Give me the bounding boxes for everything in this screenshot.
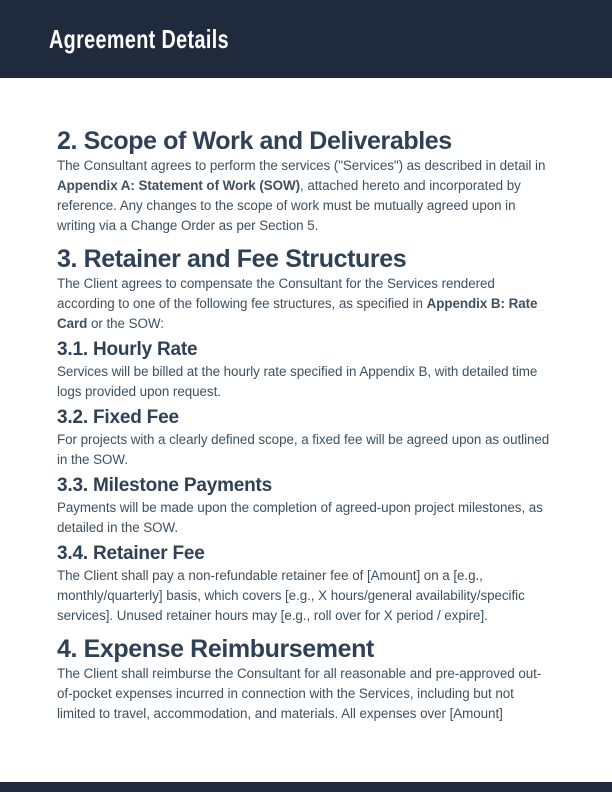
text-run: Payments will be made upon the completion of agreed-upon project milestones, as detailed in the SOW. [57, 500, 543, 535]
paragraph [57, 566, 555, 626]
text-run: The Consultant agrees to perform the services ("Services") as described in detail in [57, 158, 546, 173]
page-header [0, 0, 612, 78]
page-footer-bar [0, 782, 612, 792]
paragraph [57, 362, 555, 402]
section-heading: 3.1. Hourly Rate [57, 339, 198, 360]
section-heading: 3.4. Retainer Fee [57, 543, 205, 564]
paragraph [57, 664, 555, 724]
text-run: The Client agrees to compensate the Consultant for the Services rendered according to one of the following fee structures, as specified in [57, 276, 495, 311]
text-run: For projects with a clearly defined scope, a fixed fee will be agreed upon as outlined in the SOW. [57, 432, 550, 467]
section-heading: 3.3. Milestone Payments [57, 475, 273, 496]
paragraph [57, 274, 555, 334]
section-heading: 3. Retainer and Fee Structures [57, 245, 407, 273]
text-run: Services will be billed at the hourly rate specified in Appendix B, with detailed time logs provided upon request. [57, 364, 538, 399]
paragraph [57, 156, 555, 236]
section-heading: 4. Expense Reimbursement [57, 635, 374, 663]
bold-text-run: Appendix A: Statement of Work (SOW) [57, 178, 301, 193]
paragraph [57, 430, 555, 470]
text-run: , attached hereto and incorporated by reference. Any changes to the scope of work must be mutually agreed upon in writing via a Change Order as per Section 5. [57, 178, 521, 233]
page-title: Agreement Details [49, 23, 229, 54]
text-run: or the SOW: [87, 316, 164, 331]
text-run: The Client shall pay a non-refundable retainer fee of [Amount] on a [e.g., monthly/quarterly] basis, which covers [e.g., X hours/general availability/specific services]. Unused retainer hours may [e.g., roll over for X period / expire]. [57, 568, 525, 623]
text-run: The Client shall reimburse the Consultant for all reasonable and pre-approved out-of-pocket expenses incurred in connection with the Services, including but not limited to travel, accommodation, and materials. All expenses over [Amount] [57, 666, 542, 721]
document-body [0, 78, 612, 724]
paragraph [57, 498, 555, 538]
section-heading: 2. Scope of Work and Deliverables [57, 127, 452, 155]
section-heading: 3.2. Fixed Fee [57, 407, 179, 428]
bold-text-run: Appendix B: Rate Card [57, 296, 538, 331]
